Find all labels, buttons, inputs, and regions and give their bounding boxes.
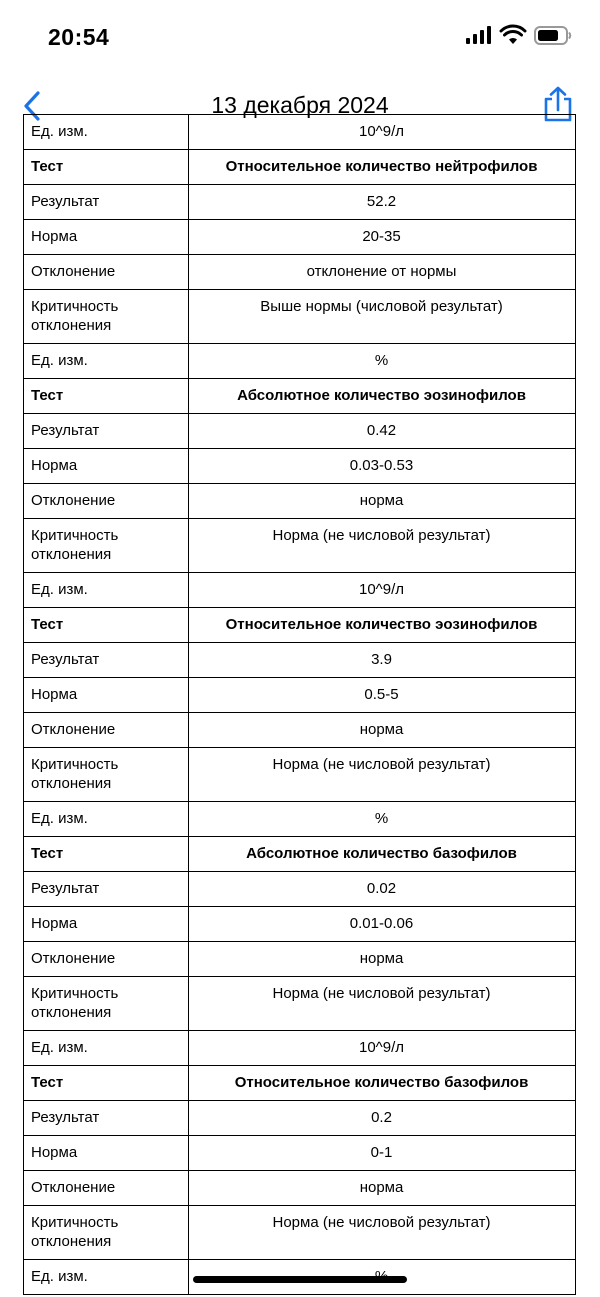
test-label: Тест	[24, 379, 189, 414]
row-value: норма	[189, 484, 576, 519]
table-row	[24, 942, 576, 977]
test-name: Относительное количество нейтрофилов	[189, 150, 576, 185]
row-label: Критичность отклонения	[24, 290, 189, 344]
table-row-test	[24, 608, 576, 643]
row-value: Норма (не числовой результат)	[189, 1206, 576, 1260]
table-row	[24, 643, 576, 678]
table-row	[24, 573, 576, 608]
test-name: Относительное количество эозинофилов	[189, 608, 576, 643]
row-value: Выше нормы (числовой результат)	[189, 290, 576, 344]
row-value: 52.2	[189, 185, 576, 220]
test-name: Относительное количество базофилов	[189, 1066, 576, 1101]
row-value: %	[189, 802, 576, 837]
row-label: Отклонение	[24, 1171, 189, 1206]
table-row-test	[24, 150, 576, 185]
home-indicator[interactable]	[193, 1276, 407, 1283]
row-label: Результат	[24, 414, 189, 449]
row-label: Ед. изм.	[24, 573, 189, 608]
table-row	[24, 713, 576, 748]
row-label: Критичность отклонения	[24, 748, 189, 802]
row-value: 10^9/л	[189, 573, 576, 608]
table-row-test	[24, 379, 576, 414]
table-row	[24, 484, 576, 519]
row-label: Норма	[24, 1136, 189, 1171]
page-title: 13 декабря 2024	[211, 92, 389, 118]
table-row	[24, 220, 576, 255]
row-value: 10^9/л	[189, 115, 576, 150]
row-label: Отклонение	[24, 255, 189, 290]
table-row	[24, 1101, 576, 1136]
row-value: 0.02	[189, 872, 576, 907]
results-table	[23, 114, 576, 1295]
table-row	[24, 185, 576, 220]
table-row	[24, 344, 576, 379]
row-value: 0-1	[189, 1136, 576, 1171]
row-value: норма	[189, 942, 576, 977]
table-row-partial	[24, 115, 576, 150]
test-label: Тест	[24, 150, 189, 185]
row-label: Результат	[24, 872, 189, 907]
table-row	[24, 678, 576, 713]
row-label: Критичность отклонения	[24, 519, 189, 573]
table-row	[24, 977, 576, 1031]
status-time: 20:54	[48, 24, 110, 50]
row-value: 0.42	[189, 414, 576, 449]
row-label: Результат	[24, 185, 189, 220]
row-value: отклонение от нормы	[189, 255, 576, 290]
row-label: Норма	[24, 678, 189, 713]
row-label: Критичность отклонения	[24, 977, 189, 1031]
row-value: норма	[189, 1171, 576, 1206]
row-value: Норма (не числовой результат)	[189, 977, 576, 1031]
row-value: 3.9	[189, 643, 576, 678]
table-row	[24, 907, 576, 942]
row-label: Норма	[24, 449, 189, 484]
wifi-icon	[500, 26, 526, 45]
table-row	[24, 1136, 576, 1171]
table-row	[24, 802, 576, 837]
table-row	[24, 449, 576, 484]
row-value: 0.01-0.06	[189, 907, 576, 942]
row-value: норма	[189, 713, 576, 748]
table-row-test	[24, 1066, 576, 1101]
table-row	[24, 255, 576, 290]
row-label: Результат	[24, 643, 189, 678]
test-name: Абсолютное количество базофилов	[189, 837, 576, 872]
row-label: Критичность отклонения	[24, 1206, 189, 1260]
table-row	[24, 1206, 576, 1260]
table-row	[24, 872, 576, 907]
status-bar	[0, 0, 600, 76]
row-value: 0.2	[189, 1101, 576, 1136]
test-name: Абсолютное количество эозинофилов	[189, 379, 576, 414]
row-value: %	[189, 344, 576, 379]
row-label: Ед. изм.	[24, 115, 189, 150]
row-value: 0.5-5	[189, 678, 576, 713]
test-label: Тест	[24, 837, 189, 872]
cellular-signal-icon	[466, 26, 492, 44]
document-view[interactable]	[0, 123, 600, 1285]
row-label: Ед. изм.	[24, 1031, 189, 1066]
row-value: Норма (не числовой результат)	[189, 748, 576, 802]
row-label: Ед. изм.	[24, 344, 189, 379]
row-label: Отклонение	[24, 713, 189, 748]
row-value: 20-35	[189, 220, 576, 255]
table-row	[24, 290, 576, 344]
row-label: Отклонение	[24, 484, 189, 519]
battery-icon	[534, 26, 572, 45]
table-row	[24, 519, 576, 573]
row-label: Результат	[24, 1101, 189, 1136]
table-row	[24, 1171, 576, 1206]
row-label: Ед. изм.	[24, 1260, 189, 1295]
table-row	[24, 1031, 576, 1066]
row-label: Ед. изм.	[24, 802, 189, 837]
table-row	[24, 414, 576, 449]
row-label: Норма	[24, 220, 189, 255]
row-value: 10^9/л	[189, 1031, 576, 1066]
row-label: Отклонение	[24, 942, 189, 977]
table-row	[24, 748, 576, 802]
row-value: 0.03-0.53	[189, 449, 576, 484]
test-label: Тест	[24, 608, 189, 643]
test-label: Тест	[24, 1066, 189, 1101]
table-row-test	[24, 837, 576, 872]
row-value: Норма (не числовой результат)	[189, 519, 576, 573]
row-label: Норма	[24, 907, 189, 942]
